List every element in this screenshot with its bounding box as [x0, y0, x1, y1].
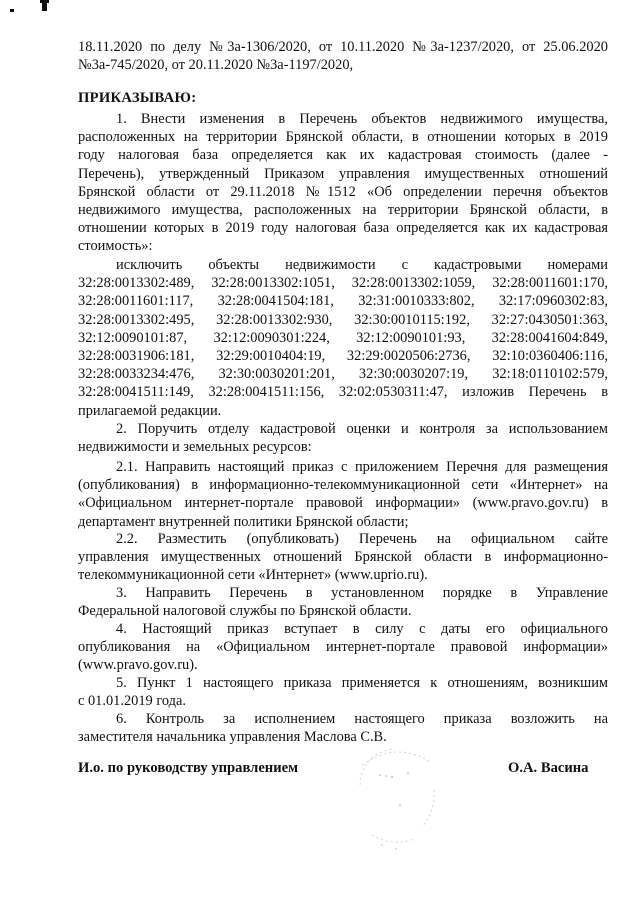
paragraph-line: телекоммуникационной сети «Интернет» (www.uprio.ru).: [78, 567, 428, 584]
cadastral-numbers-line: 32:28:0041511:149, 32:28:0041511:156, 32:02:0530311:47, изложив Перечень в: [78, 384, 608, 401]
paragraph-line: году налоговая база определяется как их кадастровая стоимость (далее -: [78, 147, 608, 164]
item-2-1-paragraph: [78, 458, 608, 531]
paragraph-line: 2.1. Направить настоящий приказ с приложением Перечня для размещения: [116, 459, 608, 475]
paragraph-line: управления имущественных отношений Брянской области в информационно-: [78, 549, 608, 566]
paragraph-line: Брянской области от 29.11.2018 №1512 «Об определении перечня объектов: [78, 183, 608, 200]
scan-artifact: [40, 0, 49, 3]
paragraph-line: 2.2. Разместить (опубликовать) Перечень на официальном сайте: [116, 531, 608, 547]
cadastral-numbers-line: 32:28:0013302:495, 32:28:0013302:930, 32:30:0010115:192, 32:27:0430501:363,: [78, 311, 608, 328]
paragraph-line: прилагаемой редакции.: [78, 402, 222, 419]
cadastral-numbers-line: 32:12:0090101:87, 32:12:0090301:224, 32:12:0090101:93, 32:28:0041604:849,: [78, 329, 608, 346]
paragraph-line: опубликования на «Официальном интернет-портале правовой информации»: [78, 639, 608, 656]
paragraph-line: 6. Контроль за исполнением настоящего приказа возложить на: [116, 711, 608, 727]
paragraph-line: Федеральной налоговой службы по Брянской области.: [78, 603, 412, 620]
paragraph-line: «Официальном интернет-портале правовой информации» (www.pravo.gov.ru) в: [78, 495, 608, 512]
paragraph-line: 1. Внести изменения в Перечень объектов недвижимого имущества,: [116, 111, 608, 127]
paragraph-line: 5. Пункт 1 настоящего приказа применяется к отношениям, возникшим: [116, 675, 608, 691]
order-heading: ПРИКАЗЫВАЮ:: [78, 90, 197, 106]
stamp-image: [352, 735, 442, 855]
paragraph-line: 2. Поручить отделу кадастровой оценки и контроля за использованием: [116, 421, 608, 437]
item-4-paragraph: [78, 620, 608, 675]
paragraph-line: отношении которых в 2019 году налоговая база определяется как их кадастровая: [78, 220, 608, 237]
paragraph-line: недвижимого имущества, расположенных на территории Брянской области, в: [78, 202, 608, 219]
signature-name: О.А. Васина: [508, 760, 589, 776]
item-5-paragraph: [78, 674, 608, 710]
paragraph-line: расположенных на территории Брянской области, в отношении которых в 2019: [78, 129, 608, 146]
item-2-paragraph: [78, 420, 608, 456]
exclusion-paragraph: [78, 256, 608, 420]
paragraph-line: (опубликования) в информационно-телекоммуникационной сети «Интернет» на: [78, 477, 608, 494]
signature-title: И.о. по руководству управлением: [78, 760, 299, 776]
paragraph-line: департамент внутренней политики Брянской области;: [78, 513, 409, 530]
item-6-paragraph: [78, 710, 608, 746]
scan-artifact: [10, 9, 14, 12]
paragraph-line: Перечень), утвержденный Приказом управления имущественных отношений: [78, 165, 608, 182]
item-1-paragraph: [78, 110, 608, 256]
intro-line: 18.11.2020 по делу №3а-1306/2020, от 10.11.2020 №3а-1237/2020, от 25.06.2020: [78, 39, 608, 55]
intro-line: №3а-745/2020, от 20.11.2020 №3а-1197/2020,: [78, 57, 354, 74]
paragraph-line: заместителя начальника управления Маслова С.В.: [78, 729, 387, 746]
cadastral-numbers-line: 32:28:0033234:476, 32:30:0030201:201, 32:30:0030207:19, 32:18:0110102:579,: [78, 366, 608, 383]
cadastral-numbers-line: 32:28:0011601:117, 32:28:0041504:181, 32:31:0010333:802, 32:17:0960302:83,: [78, 293, 608, 310]
cadastral-numbers-line: 32:28:0031906:181, 32:29:0010404:19, 32:29:0020506:2736, 32:10:0360406:116,: [78, 348, 608, 365]
intro-paragraph: [78, 38, 608, 74]
paragraph-line: стоимость»:: [78, 238, 153, 255]
paragraph-line: (www.pravo.gov.ru).: [78, 657, 198, 674]
cadastral-numbers-line: 32:28:0013302:489, 32:28:0013302:1051, 32:28:0013302:1059, 32:28:0011601:170,: [78, 275, 608, 292]
paragraph-line: недвижимости и земельных ресурсов:: [78, 439, 312, 456]
item-2-2-paragraph: [78, 530, 608, 585]
item-3-paragraph: [78, 584, 608, 620]
paragraph-line: 3. Направить Перечень в установленном порядке в Управление: [116, 585, 608, 601]
paragraph-line: исключить объекты недвижимости с кадастровыми номерами: [116, 257, 608, 273]
paragraph-line: 4. Настоящий приказ вступает в силу с даты его официального: [116, 621, 608, 637]
paragraph-line: с 01.01.2019 года.: [78, 693, 186, 710]
